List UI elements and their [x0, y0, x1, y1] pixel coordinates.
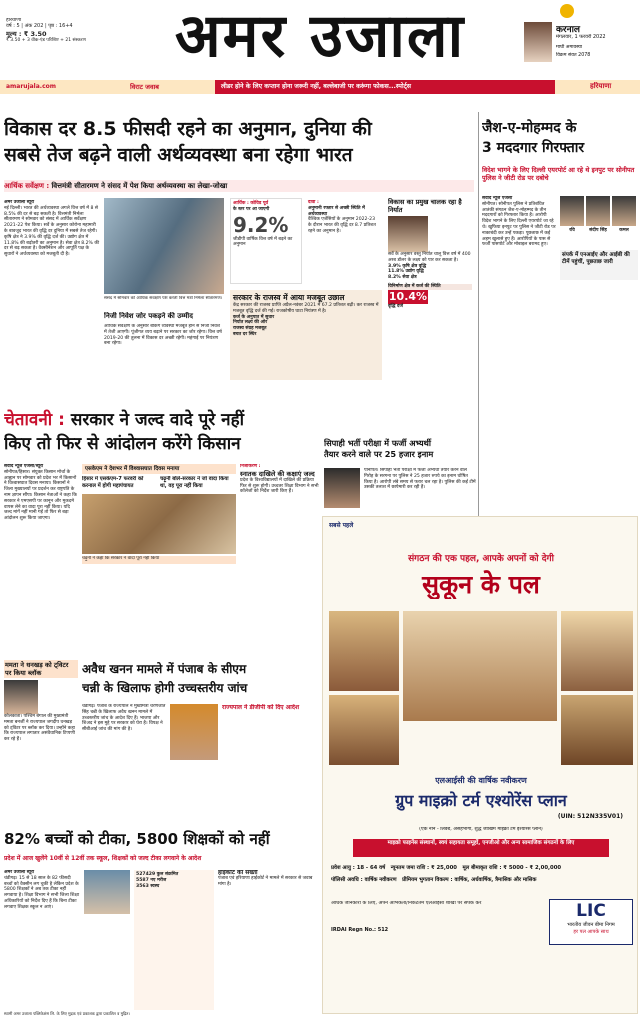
edition-region: हरियाणा [6, 18, 22, 23]
supplements: ₹ 3.50 + 3 वीक-एंड परिशिष्ट + 21 संस्करण [6, 37, 86, 43]
export-stat-3: 8.2% सेवा क्षेत्र [388, 275, 417, 281]
forecast-title: अनुमानी रफ्तार से अच्छी स्थिति में अर्थव्यवस्था [308, 205, 365, 217]
mamta-body: कोलकाता। पश्चिम बंगाल की मुख्यमंत्री ममता बनर्जी ने राज्यपाल जगदीप धनखड़ को ट्विटर पर ब्लॉक कर दिया। उन्होंने कहा कि राज्यपाल लगातार असंवैधानिक टिप्पणी कर रहे हैं। [4, 714, 75, 743]
lead-headline-line-2: सबसे तेज बढ़ने वाली अर्थव्यवस्था बना रहेगा भारत [4, 144, 353, 166]
website-link[interactable]: amarujala.com [6, 83, 57, 90]
channi-photo [170, 704, 218, 760]
manufacturing-label: वृद्धि दर्ज [388, 303, 403, 309]
ad-tagline-2: सुकून के पल [422, 570, 540, 599]
masthead [0, 0, 640, 72]
vaccine-byline: अमर उजाला ब्यूरो [4, 870, 35, 875]
jaish-byline: संवाद न्यूज एजेंसी [482, 196, 513, 201]
ad-renewal: एलआईसी की वार्षिक नवीकरण [435, 776, 527, 785]
ticker-bar [0, 80, 640, 94]
sun-icon [560, 4, 574, 18]
jaish-headline-line-2: 3 मददगार गिरफ्तार [482, 140, 585, 156]
bharti-headline [324, 438, 476, 468]
masthead-left-info [6, 18, 116, 64]
chetavani-byline: संवाद न्यूज एजेंसी/ब्यूरो [4, 464, 44, 469]
bharti-body: पानीपत। सिपाही भर्ती परीक्षा में फर्जी अभ्यर्थी तैयार करने वाले गिरोह के सरगना पर पुलिस ने 25 हजार रुपये का इनाम घोषित किया है। आरोपी लंबे समय से फरार चल रहा है। पुलिस की कई टीमें उसकी तलाश में छापेमारी कर रही हैं। [364, 468, 476, 491]
export-stat-1: 3.9% कृषि क्षेत्र वृद्धि [388, 263, 427, 269]
stat-value: 9.2% [233, 212, 289, 237]
covid-recovered: 3563 स्वस्थ [136, 883, 160, 889]
nijhi-headline: स्नातक दाखिले की कक्षाएं जल्द [240, 469, 315, 478]
revenue-body: केंद्र सरकार की राजस्व प्राप्ति अप्रैल-नवंबर 2021 में 67.2 प्रतिशत बढ़ी। कर राजस्व में मजबूत वृद्धि दर्ज की गई। राजकोषीय घाटा नियंत्रण में है। [233, 303, 379, 314]
chetavani-headline-line-2: किए तो फिर से आंदोलन करेंगे किसान [4, 434, 241, 454]
jaish-headline [482, 118, 638, 166]
channi-headline [82, 660, 318, 700]
mamta-headline: ममता ने धनखड़ को ट्विटर पर किया ब्लॉक [4, 660, 78, 678]
revenue-point-3: राजस्व संग्रह मजबूत [233, 326, 267, 332]
channi-headline-line-1: अवैध खनन मामले में पंजाब के सीएम [82, 662, 247, 676]
suspect-photo-2 [586, 196, 610, 226]
chetavani-photo-caption: चढ़ूनी ने कहा कि सरकार ने वादा पूरा नहीं किया [82, 556, 236, 564]
revenue-box [230, 290, 382, 380]
suspect-photo-3 [612, 196, 636, 226]
stat-title: के स्तर पर आ जाएगी [233, 206, 270, 212]
edition-info: माघी अमावस्या [556, 45, 583, 50]
ad-plan: ग्रुप माइक्रो टर्म एश्योरेंस प्लान [395, 791, 567, 810]
chetavani-kicker: चेतावनी : [4, 410, 65, 430]
lic-brand-sub: भारतीय जीवन बीमा निगम [567, 922, 615, 928]
vaccine-photo [84, 870, 130, 914]
bharti-headline-line-1: सिपाही भर्ती परीक्षा में फर्जी अभ्यर्थी [324, 438, 431, 448]
nijhi-box [240, 464, 320, 564]
forecast-kicker: दावा : [308, 200, 319, 205]
ticker-tag: विराट जवाब [130, 83, 160, 91]
covid-new: 5587 नए मरीज [136, 877, 167, 883]
revenue-point-4: बचत दर स्थिर [233, 331, 257, 337]
ad-uin: (UIN: 512N335V01) [557, 813, 623, 820]
state-tag: हरियाणा [590, 82, 612, 90]
lic-motto: हर पल आपके साथ [573, 929, 609, 935]
chetavani-sub-b: चढ़ूनी बोले-सरकार ने जो वादा किया था, वह पूरा नहीं किया [160, 476, 229, 489]
lead-headline [4, 116, 474, 172]
ad-point-deposit: न्यूनतम जमा राशि : ₹ 25,000 [390, 865, 457, 871]
revenue-point-2: निर्यात लक्ष्य की ओर [233, 320, 268, 326]
lead-sub1-body: आर्थिक सर्वेक्षण के अनुसार बैंकिंग व्यवस्था मजबूत होने से निजी निवेश में तेजी आएगी। पूंजीगत व्यय बढ़ाने पर सरकार का जोर रहेगा। वित्त वर्ष 2019-20 की तुलना में विकास दर अच्छी रहेगी। महंगाई पर नियंत्रण बना रहेगा। [104, 324, 222, 347]
revenue-title: सरकार के राजस्व में आया मजबूत उछाल [233, 293, 345, 302]
volume-info: वर्ष : 5 | अंक 202 | पृष्ठ : 16+4 [6, 22, 73, 29]
mamta-photo [4, 680, 38, 714]
jaish-body-column [482, 196, 556, 426]
farmers-protest-photo [82, 494, 236, 554]
ad-points-row-1 [331, 863, 631, 873]
vaccine-body-column [4, 870, 80, 1010]
stat-box [230, 198, 302, 284]
export-body: सर्वे के अनुसार वस्तु निर्यात चालू वित्त वर्ष में 400 अरब डॉलर के लक्ष्य को पार कर सकता है। [388, 252, 471, 263]
forecast-body: वैश्विक एजेंसियों के अनुमान 2022-23 के दौरान भारत की वृद्धि दर 8.7 प्रतिशत रहने का अनुमान है। [308, 217, 376, 234]
bharti-headline-line-2: तैयार करने वाले पर 25 हजार इनाम [324, 449, 434, 459]
ad-tagline-1: संगठन की एक पहल, आपके अपनों को देगी [408, 554, 554, 564]
footer-imprint: स्वामी अमर उजाला पब्लिकेशंस लि. के लिए मुद्रक एवं प्रकाशक द्वारा प्रकाशित व मुद्रित। [4, 1011, 130, 1016]
chetavani-sub-a: हिसार में एसकेएम-7 फरवरी को करनाल में होगी महापंचायत [82, 476, 144, 489]
vaccine-side [218, 870, 318, 1010]
price: मूल्य : ₹ 3.50 [6, 29, 47, 38]
vaccine-deck: प्रदेश में आज खुलेंगे 10वीं से 12वीं तक स्कूल, शिक्षकों को जल्द टीका लगवाने के आदेश [4, 855, 202, 862]
stat-kicker: आर्थिक : कोविड पूर्व [233, 201, 269, 206]
ad-family-photo-3 [561, 611, 633, 691]
ad-family-photo-1 [329, 611, 399, 691]
vaccine-side-body: पंजाब एवं हरियाणा हाईकोर्ट ने मामले में सरकार से जवाब मांगा है। [218, 875, 313, 887]
channi-body: चंडीगढ़। पंजाब के राज्यपाल ने मुख्यमंत्री चरणजीत सिंह चन्नी के खिलाफ अवैध खनन मामले में उच्चस्तरीय जांच के आदेश दिए हैं। भाजपा और शिअद ने इस मुद्दे पर सरकार को घेरा है। विपक्ष ने सीबीआई जांच की मांग की है। [82, 704, 166, 733]
ad-contact: अधिक जानकारी के लिए, अपने अभिकर्ता/निकटतम एलआईसी शाखा पर संपर्क करें [331, 901, 482, 906]
lead-kicker: आर्थिक सर्वेक्षण : [4, 182, 50, 190]
export-title: विकास का प्रमुख चालक रहा है निर्यात [388, 198, 462, 214]
ad-points-row-2 [331, 875, 631, 885]
channi-quote: राज्यपाल ने डीजीपी को दिए आदेश [222, 704, 300, 711]
mamta-box [4, 660, 78, 810]
ad-family-photo-2 [403, 611, 557, 721]
jaish-body: सोनीपत। सोनीपत पुलिस ने प्रतिबंधित आतंकी संगठन जैश-ए-मोहम्मद के तीन मददगारों को गिरफ्तार किया है। आरोपी विदेश भागने के लिए दिल्ली एयरपोर्ट जा रहे थे। खुफिया इनपुट पर पुलिस ने जीटी रोड पर नाकाबंदी कर उन्हें पकड़ा। पूछताछ में कई अहम खुलासे हुए हैं। आरोपियों के पास से फर्जी पासपोर्ट और मोबाइल बरामद हुए। [482, 201, 556, 248]
lead-body-column [4, 200, 100, 380]
ad-point-sum: मूल बीमाकृत राशि : ₹ 5000 - ₹ 2,00,000 [462, 865, 562, 871]
ad-family-photo-4 [329, 695, 399, 765]
ad-point-age: प्रवेश आयु : 18 - 64 वर्ष [331, 865, 386, 871]
nijhi-body: प्रदेश के विश्वविद्यालयों में दाखिले की प्रक्रिया फिर से शुरू होगी। उच्चतर शिक्षा विभाग ने सभी कॉलेजों को निर्देश जारी किए हैं। [240, 477, 319, 495]
chetavani-photo-label: एसकेएम ने देशभर में विश्वासघात दिवस मनाया [82, 464, 236, 474]
ad-family-photo-5 [561, 695, 633, 765]
nijhi-kicker: निजीकरण : [240, 464, 261, 469]
ad-org-line: माइक्रो फाइनेंस संस्थानों, स्वयं सहायता समूहों, एनजीओ और अन्य सामाजिक संगठनों के लिए [353, 839, 609, 857]
lic-logo [549, 899, 633, 945]
suspect-name-1: रवि [569, 228, 575, 233]
suspect-name-3: कमल [619, 228, 629, 233]
chetavani-body-column [4, 464, 78, 654]
export-column [388, 198, 472, 380]
suspect-photo-1 [560, 196, 584, 226]
lead-deck-text: वित्तमंत्री सीतारमण ने संसद में पेश किया अर्थव्यवस्था का लेखा-जोखा [51, 182, 228, 190]
channi-headline-line-2: चन्नी के खिलाफ होगी उच्चस्तरीय जांच [82, 681, 248, 695]
export-stat-2: 11.8% उद्योग वृद्धि [388, 269, 424, 275]
lead-byline: अमर उजाला ब्यूरो [4, 200, 35, 205]
vaccine-headline: 82% बच्चों को टीका, 5800 शिक्षकों को नहीं [4, 830, 270, 848]
edition-date: मंगलवार, 1 फरवरी 2022 [556, 34, 606, 40]
lead-photo-caption: संसद में सोमवार को आर्थिक सर्वेक्षण पेश करतीं वित्त मंत्री निर्मला सीतारमण। [104, 296, 223, 301]
samvat: विक्रम संवत 2078 [556, 53, 591, 58]
lead-deck [4, 180, 474, 192]
city-name: करनाल [556, 25, 581, 33]
covid-box [134, 870, 214, 1010]
ad-point-term: पॉलिसी अवधि : वार्षिक नवीकरण [331, 877, 397, 883]
manufacturing-box-title: विनिर्माण क्षेत्र में कर्ज की स्थिति [388, 284, 472, 290]
jaish-sidebar: संपर्क में एनआईए और आईबी की टीमें पहुंचीं, पूछताछ जारी [560, 250, 638, 280]
export-photo [388, 216, 428, 252]
ad-irdai: IRDAI Regn No.: 512 [331, 927, 389, 933]
masthead-title: अमर उजाला [174, 1, 466, 71]
lead-body: नई दिल्ली। भारत की अर्थव्यवस्था अगले वित्त वर्ष में 8 से 8.5% की दर से बढ़ सकती है। वित्तमंत्री निर्मला सीतारमण ने सोमवार को संसद में आर्थिक सर्वेक्षण 2021-22 पेश किया। सर्वे के अनुसार कोरोना महामारी के बावजूद भारत की वृद्धि दर दुनिया में सबसे तेज रहेगी। कृषि क्षेत्र ने 3.9% की वृद्धि दर्ज की। उद्योग क्षेत्र में 11.8% की बढ़ोतरी का अनुमान है। सेवा क्षेत्र 8.2% की दर से बढ़ सकता है। वैक्सीनेशन और आपूर्ति पक्ष के सुधारों ने अर्थव्यवस्था को मजबूती दी है। [4, 205, 100, 258]
bharti-photo [324, 468, 360, 508]
revenue-point-1: कर्ज के अनुपात में सुधार [233, 314, 275, 320]
vaccine-side-title: हाईकोर्ट की सख्ती [218, 870, 258, 876]
jaish-suspects [560, 196, 638, 248]
ticker-text: लीडर होने के लिए कप्तान होना जरूरी नहीं, बल्लेबाजी पर करूंगा फोकस...स्पोर्ट्स [215, 80, 555, 94]
stat-note: जीडीपी वार्षिक वित्त वर्ष में बढ़ने का अनुमान [233, 236, 293, 248]
suspect-name-2: संदीप सिंह [589, 228, 607, 233]
ad-label: सबसे पहले [329, 522, 354, 529]
jaish-headline-line-1: जैश-ए-मोहम्मद के [482, 120, 577, 136]
vaccine-body: चंडीगढ़। 15 से 18 साल के 82 फीसदी बच्चों को वैक्सीन लग चुकी है लेकिन प्रदेश के 5800 शिक्षकों ने अब तक टीका नहीं लगवाया है। शिक्षा विभाग ने सभी जिला शिक्षा अधिकारियों को निर्देश दिए हैं कि बिना टीका लगवाए शिक्षक स्कूल न आएं। [4, 875, 80, 910]
lead-headline-line-1: विकास दर 8.5 फीसदी रहने का अनुमान, दुनिया की [4, 118, 372, 140]
forecast-box [306, 198, 380, 284]
manufacturing-value: 10.4% [388, 289, 428, 303]
chetavani-headline-line-1: सरकार ने जल्द वादे पूरे नहीं [70, 410, 245, 430]
ad-features: (एक नॉन - लिंक्ड, असहभागी, शुद्ध जोखिम माइक्रो टर्म इंश्योरेंस प्लान) [419, 827, 543, 832]
covid-total: 527429 कुल संक्रमित [136, 872, 179, 877]
lic-advertisement[interactable] [322, 516, 638, 1014]
jaish-deck: विदेश भागने के लिए दिल्ली एयरपोर्ट आ रहे थे इनपुट पर सोनीपत पुलिस ने जीटी रोड पर दबोचे [482, 166, 635, 183]
ad-point-premium: प्रीमियम भुगतान विकल्प : वार्षिक, अर्धवार्षिक, त्रैमासिक और मासिक [402, 877, 537, 883]
sitharaman-photo [104, 198, 224, 294]
lic-brand: LIC [576, 901, 606, 921]
lead-sub1: निजी निवेश जोर पकड़ने की उम्मीद [104, 312, 193, 320]
weather-person-photo [524, 22, 552, 62]
chetavani-body: सोनीपत/हिसार। संयुक्त किसान मोर्चा के आह्वान पर सोमवार को प्रदेश भर में किसानों ने विश्वासघात दिवस मनाया। किसानों ने जिला मुख्यालयों पर प्रदर्शन कर राष्ट्रपति के नाम ज्ञापन सौंपा। किसान नेताओं ने कहा कि सरकार ने एमएसपी पर कानून और मुकदमे वापस लेने का वादा पूरा नहीं किया। यदि जल्द मांगें नहीं मानी गईं तो फिर से बड़ा आंदोलन शुरू किया जाएगा। [4, 469, 77, 522]
